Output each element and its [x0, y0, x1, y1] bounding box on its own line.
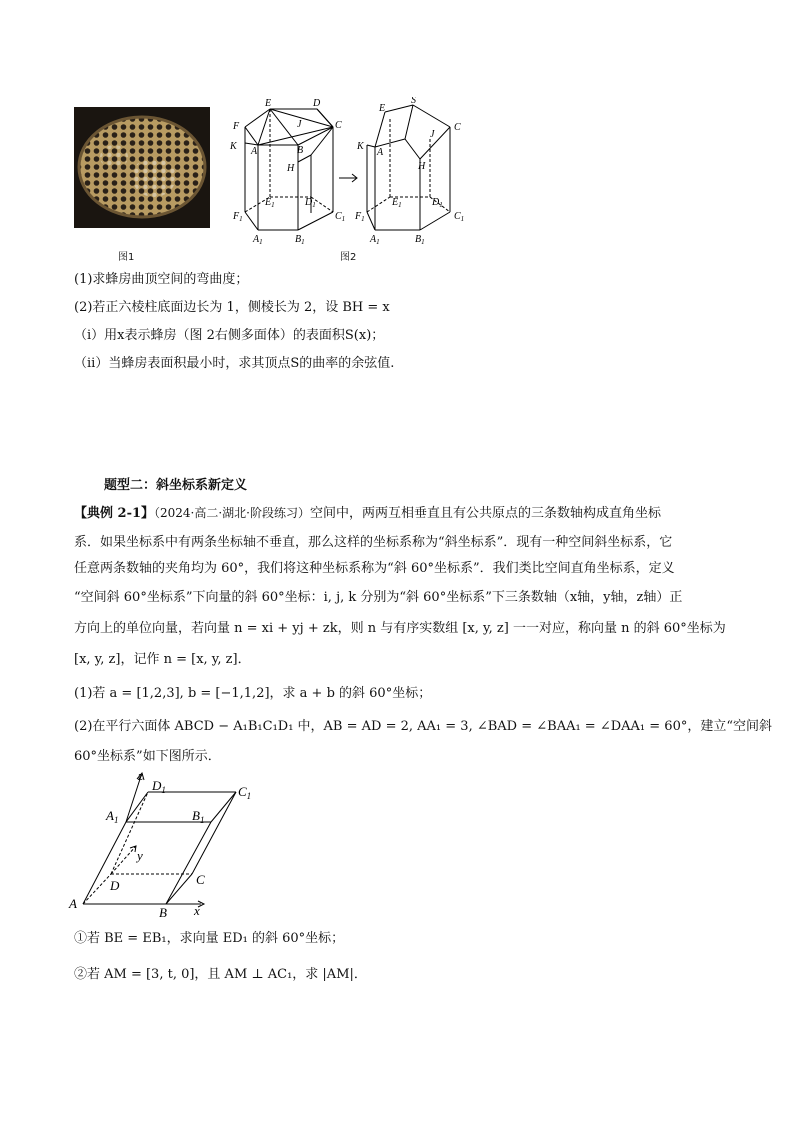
- svg-text:C: C: [335, 120, 342, 131]
- svg-text:B1: $B_1$: [192, 808, 205, 825]
- parallelepiped-diagram: [66, 768, 266, 920]
- svg-text:E1: $E_1$: [265, 197, 275, 209]
- svg-text:J: J: [430, 129, 435, 140]
- svg-text:J: J: [297, 119, 302, 130]
- svg-text:A1: $A_1$: [253, 234, 263, 246]
- example-q2-sub2: ②若 AM = [3, t, 0]，且 AM ⊥ AC₁，求 |AM|．: [74, 967, 367, 982]
- svg-text:x: x: [194, 903, 200, 918]
- problem1-q2ii: （ii）当蜂房表面积最小时，求其顶点S的曲率的余弦值.: [74, 356, 395, 371]
- example-line-2: 系．如果坐标系中有两条坐标轴不垂直，那么这样的坐标系称为“斜坐标系”．现有一种空间斜坐标系，它: [74, 535, 673, 550]
- svg-text:F1: $F_1$: [355, 211, 365, 223]
- svg-text:F1: $F_1$: [233, 211, 243, 223]
- svg-text:C1: $C_1$: [335, 211, 346, 223]
- svg-text:H: H: [287, 163, 295, 174]
- svg-text:D: D: [313, 98, 321, 109]
- example-line-1: [74, 504, 661, 523]
- svg-text:A1: $A_1$: [370, 234, 380, 246]
- svg-text:C1: $C_1$: [238, 784, 252, 801]
- figure-2-caption: 图2: [340, 252, 357, 263]
- svg-text:E: E: [379, 103, 386, 114]
- svg-text:S: S: [411, 97, 416, 106]
- svg-text:E1: $E_1$: [392, 197, 402, 209]
- svg-text:B: B: [159, 905, 167, 920]
- svg-text:E: E: [265, 98, 272, 109]
- svg-text:K: K: [357, 141, 364, 152]
- problem1-q1: (1)求蜂房曲顶空间的弯曲度；: [74, 272, 249, 287]
- example-source: （2024·高二·湖北·阶段练习）: [154, 506, 310, 520]
- example-line-6: [x, y, z]，记作 n = [x, y, z]．: [74, 652, 251, 667]
- svg-text:z: z: [138, 768, 144, 783]
- svg-text:A: A: [377, 147, 384, 158]
- example-q2-line-2: 60°坐标系”如下图所示．: [74, 749, 221, 764]
- example-q2-line-1: (2)在平行六面体 ABCD − A₁B₁C₁D₁ 中，AB = AD = 2, AA₁ = 3, ∠BAD = ∠BAA₁ = ∠DAA₁ = 60°，建立“空间斜: [74, 719, 772, 734]
- svg-text:K: K: [230, 141, 237, 152]
- svg-text:H: H: [418, 161, 426, 172]
- example-line-5: 方向上的单位向量，若向量 n = xi + yj + zk，则 n 与有序实数组 [x, y, z] 一一对应，称向量 n 的斜 60°坐标为: [74, 621, 726, 636]
- svg-text:F: F: [233, 121, 240, 132]
- section-title: 题型二：斜坐标系新定义: [104, 478, 248, 493]
- example-tag: 【典例 2-1】: [74, 506, 155, 521]
- svg-text:C: C: [454, 122, 461, 133]
- wasp-nest-photo: [74, 107, 210, 228]
- example-line-3: 任意两条数轴的夹角均为 60°，我们将这种坐标系称为“斜 60°坐标系”．我们类比空间直角坐标系，定义: [74, 561, 675, 576]
- svg-text:C1: $C_1$: [454, 211, 465, 223]
- example-text-1: 空间中，两两互相垂直且有公共原点的三条数轴构成直角坐标: [310, 506, 662, 521]
- example-q2-sub1: ①若 BE = EB₁，求向量 ED₁ 的斜 60°坐标；: [74, 931, 345, 946]
- problem1-q2: (2)若正六棱柱底面边长为 1，侧棱长为 2，设 BH = x: [74, 300, 390, 315]
- svg-text:D: D: [110, 878, 120, 893]
- svg-text:D1: $D_1$: [305, 197, 316, 209]
- svg-text:B1: $B_1$: [295, 234, 305, 246]
- svg-text:A: A: [251, 146, 258, 157]
- honeycomb-prism-diagram: [225, 97, 475, 247]
- svg-text:A1: $A_1$: [106, 808, 119, 825]
- problem1-q2i: （i）用x表示蜂房（图 2右侧多面体）的表面积S(x)；: [74, 328, 385, 343]
- example-q1: (1)若 a = [1,2,3], b = [−1,1,2]，求 a + b 的斜 60°坐标；: [74, 686, 432, 701]
- example-line-4: “空间斜 60°坐标系”下向量的斜 60°坐标：i, j, k 分别为“斜 60°坐标系”下三条数轴（x轴，y轴，z轴）正: [74, 590, 683, 605]
- figure-1-caption: 图1: [118, 252, 135, 263]
- svg-text:A: A: [69, 896, 77, 911]
- svg-text:D1: $D_1$: [432, 197, 443, 209]
- svg-text:C: C: [196, 872, 205, 887]
- svg-text:D1: $D_1$: [152, 778, 166, 795]
- svg-text:B1: $B_1$: [415, 234, 425, 246]
- svg-text:B: B: [297, 145, 304, 156]
- svg-text:y: y: [137, 848, 143, 863]
